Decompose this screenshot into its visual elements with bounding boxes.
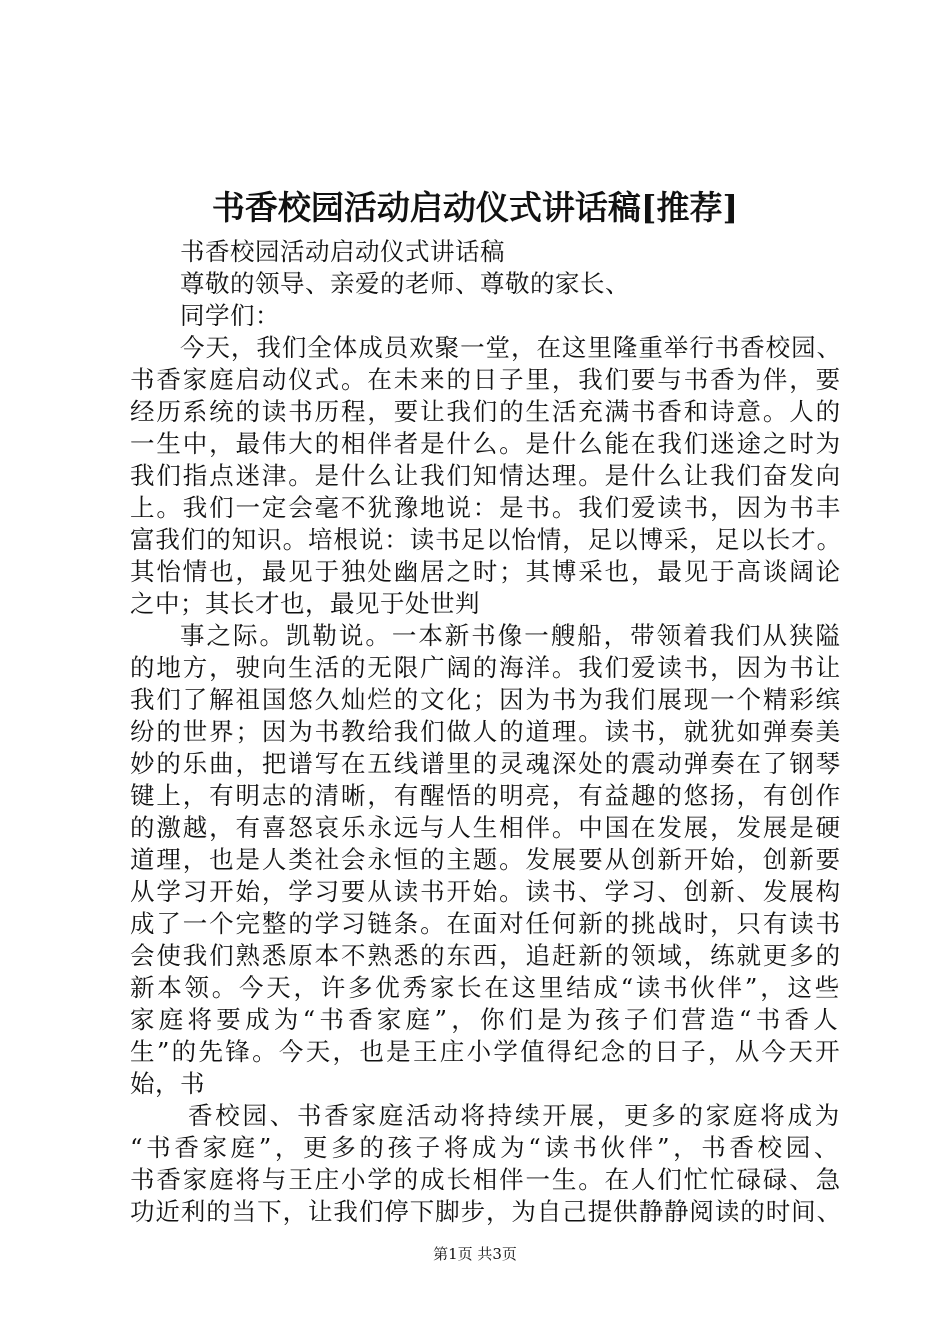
document-title: 书香校园活动启动仪式讲话稿[推荐] (211, 188, 739, 227)
text-line: 会使我们熟悉原本不熟悉的东西，追赶新的领域，练就更多的 (130, 941, 842, 970)
text-line: 生”的先锋。今天，也是王庄小学值得纪念的日子，从今天开 (130, 1037, 843, 1066)
text-line: 书香家庭将与王庄小学的成长相伴一生。在人们忙忙碌碌、急 (130, 1165, 842, 1194)
text-line: 我们了解祖国悠久灿烂的文化；因为书为我们展现一个精彩缤 (130, 685, 842, 714)
text-line: “书香家庭”，更多的孩子将成为“读书伙伴”，书香校园、 (130, 1133, 842, 1162)
document-body (130, 236, 843, 1228)
text-line: 书香家庭启动仪式。在未来的日子里，我们要与书香为伴，要 (130, 365, 842, 394)
text-line: 上。我们一定会毫不犹豫地说：是书。我们爱读书，因为书丰 (130, 493, 842, 522)
text-line: 家庭将要成为“书香家庭”，你们是为孩子们营造“书香人 (130, 1005, 842, 1034)
text-line: 其怡情也，最见于独处幽居之时；其博采也，最见于高谈阔论 (130, 557, 842, 586)
text-line: 今天，我们全体成员欢聚一堂，在这里隆重举行书香校园、 (180, 333, 843, 362)
text-line: 功近利的当下，让我们停下脚步，为自己提供静静阅读的时间、 (130, 1197, 843, 1226)
text-line: 成了一个完整的学习链条。在面对任何新的挑战时，只有读书 (130, 909, 842, 938)
text-line: 之中；其长才也，最见于处世判 (130, 589, 480, 618)
text-line: 道理，也是人类社会永恒的主题。发展要从创新开始，创新要 (130, 845, 842, 874)
text-line: 新本领。今天，许多优秀家长在这里结成“读书伙伴”，这些 (130, 973, 842, 1002)
text-line: 富我们的知识。培根说：读书足以怡情，足以博采，足以长才。 (130, 525, 843, 554)
text-line: 妙的乐曲，把谱写在五线谱里的灵魂深处的震动弹奏在了钢琴 (130, 749, 842, 778)
page-footer: 第1页 共3页 (433, 1245, 517, 1263)
text-line: 始，书 (130, 1069, 205, 1098)
text-line: 纷的世界；因为书教给我们做人的道理。读书，就犹如弹奏美 (130, 717, 842, 746)
text-line: 键上，有明志的清晰，有醒悟的明亮，有益趣的悠扬，有创作 (130, 781, 842, 810)
text-line: 香校园、书香家庭活动将持续开展，更多的家庭将成为 (188, 1101, 842, 1130)
text-line: 经历系统的读书历程，要让我们的生活充满书香和诗意。人的 (130, 397, 842, 426)
text-line: 的激越，有喜怒哀乐永远与人生相伴。中国在发展，发展是硬 (130, 813, 842, 842)
text-line: 事之际。凯勒说。一本新书像一艘船，带领着我们从狭隘 (180, 621, 842, 650)
text-line: 一生中，最伟大的相伴者是什么。是什么能在我们迷途之时为 (130, 429, 842, 458)
text-line: 书香校园活动启动仪式讲话稿 (180, 237, 505, 266)
text-line: 尊敬的领导、亲爱的老师、尊敬的家长、 (180, 269, 630, 298)
text-line: 的地方，驶向生活的无限广阔的海洋。我们爱读书，因为书让 (130, 653, 842, 682)
text-line: 我们指点迷津。是什么让我们知情达理。是什么让我们奋发向 (130, 461, 842, 490)
text-line: 同学们： (180, 301, 280, 330)
text-line: 从学习开始，学习要从读书开始。读书、学习、创新、发展构 (130, 877, 842, 906)
